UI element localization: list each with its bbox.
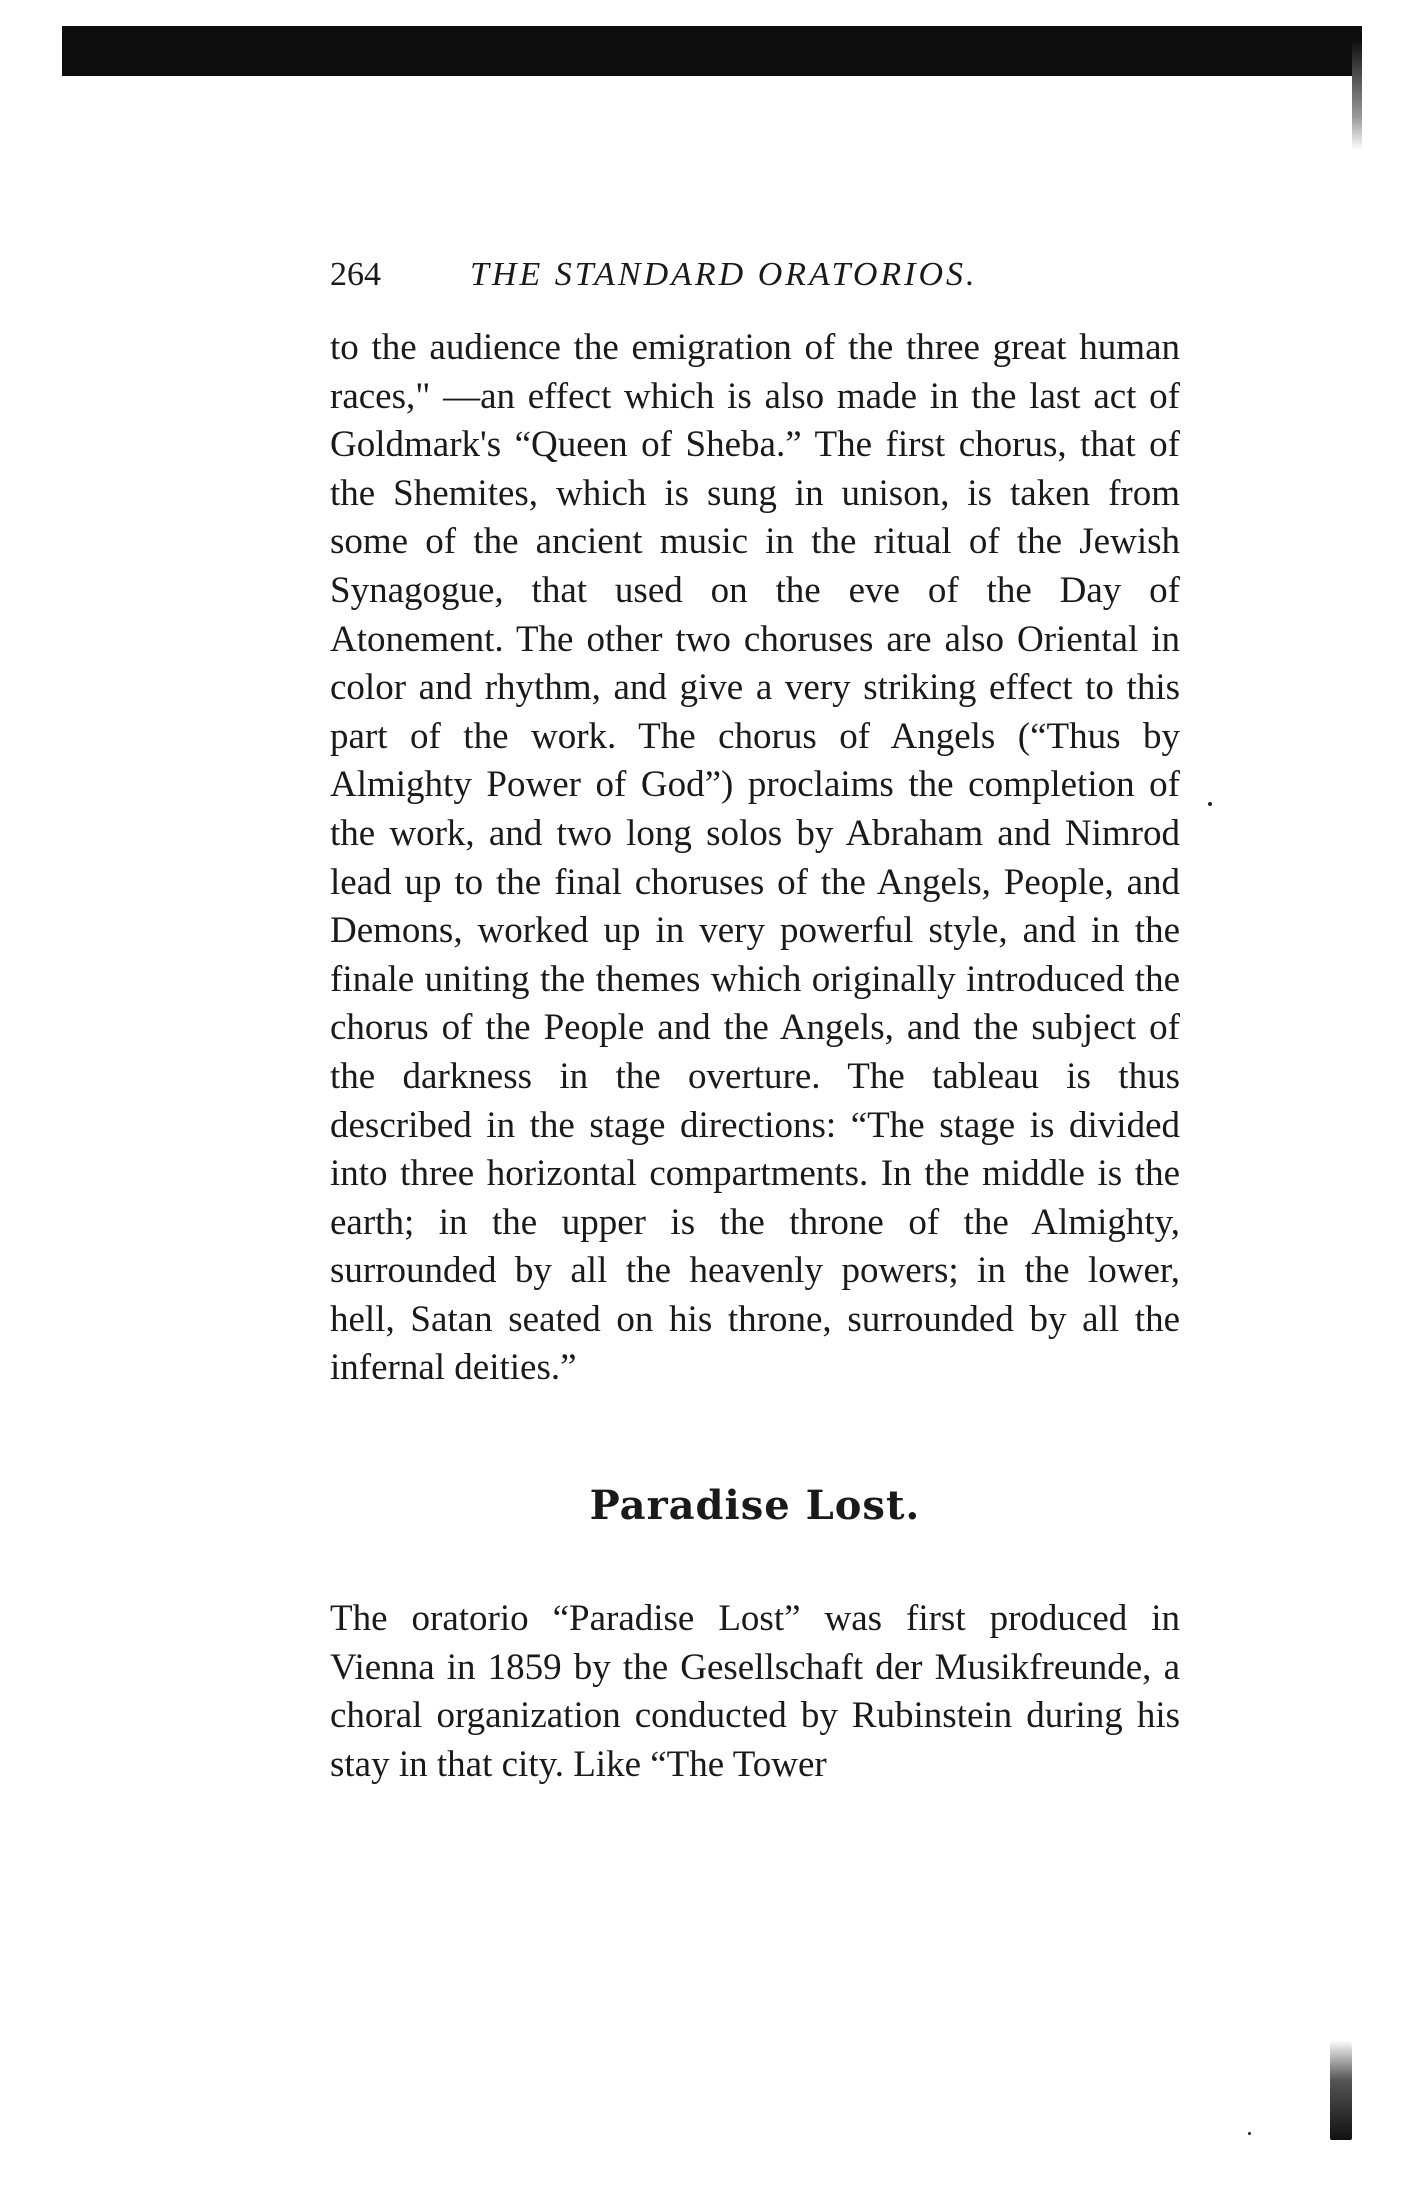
book-page — [330, 250, 1180, 1789]
paragraph-1: to the audience the emigration of the three great human races," —an effect which is also made in the last act of Goldmark's “Queen of Sheba.” The first chorus, that of the Shemites, which is sung in unison, is taken from some of the ancient music in the ritual of the Jewish Synagogue, that used on the eve of the Day of Atonement. The other two choruses are also Oriental in color and rhythm, and give a very striking effect to this part of the work. The chorus of Angels (“Thus by Almighty Power of God”) proclaims the completion of the work, and two long solos by Abraham and Nimrod lead up to the final choruses of the Angels, People, and Demons, worked up in very powerful style, and in the finale uniting the themes which originally introduced the chorus of the People and the Angels, and the subject of the darkness in the overture. The tableau is thus described in the stage directions: “The stage is divided into three horizontal compartments. In the middle is the earth; in the upper is the throne of the Almighty, surrounded by all the heavenly powers; in the lower, hell, Satan seated on his throne, surrounded by all the infernal deities.” — [330, 327, 1180, 1389]
scan-speck — [1248, 2132, 1251, 2135]
scan-speck — [1208, 802, 1212, 806]
main-text — [330, 324, 1180, 1789]
running-title: THE STANDARD ORATORIOS. — [470, 256, 978, 293]
page-number: 264 — [330, 256, 381, 293]
section-heading: Paradise Lost. — [589, 1482, 921, 1530]
scan-edge-shadow — [1352, 40, 1362, 150]
scan-top-border — [62, 26, 1362, 76]
running-header — [330, 250, 1180, 300]
paragraph-2: The oratorio “Paradise Lost” was first produced in Vienna in 1859 by the Gesellschaft der Musikfreunde, a choral organization conducted by Rubinstein during his stay in that city. Like “The Tower — [330, 1598, 1180, 1785]
scan-corner-mark — [1330, 2040, 1352, 2140]
